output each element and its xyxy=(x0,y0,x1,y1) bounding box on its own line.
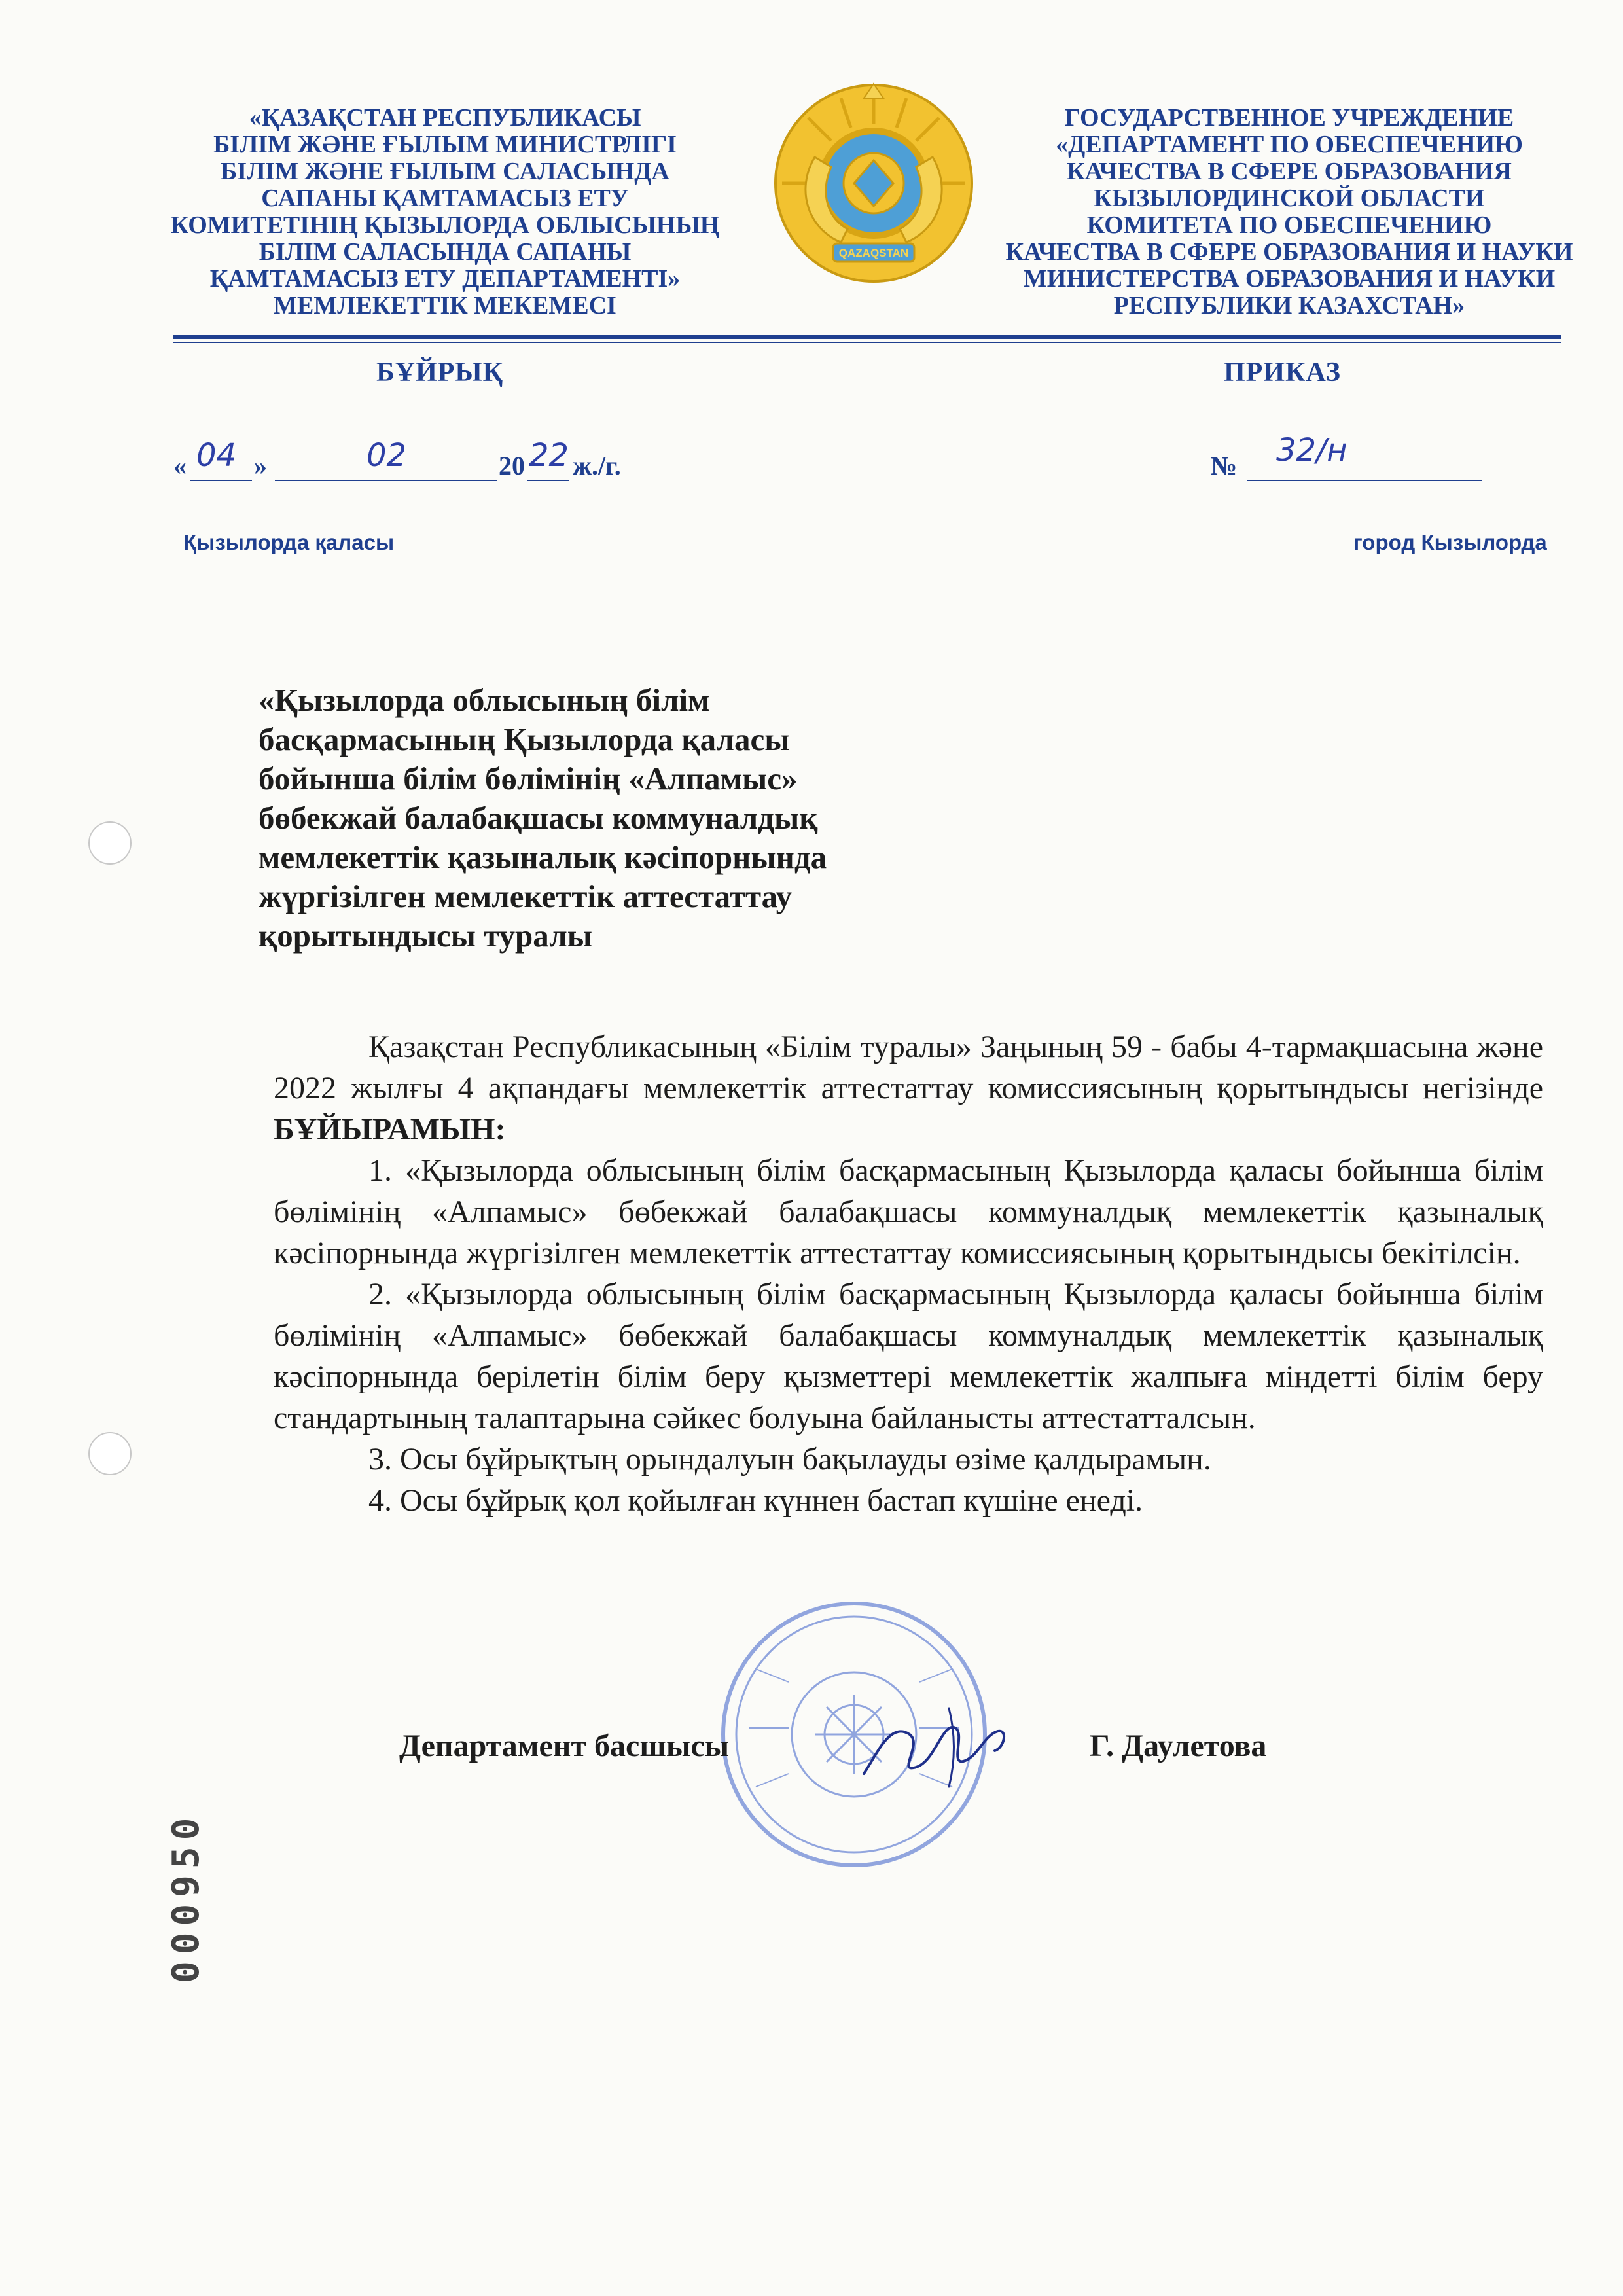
header-left-line: МЕМЛЕКЕТТІК МЕКЕМЕСІ xyxy=(274,292,616,319)
preamble-text: Қазақстан Республикасының «Білім туралы» Заңының 59 - бабы 4-тармақшасына және 2022 жылғы 4 ақпандағы мемлекеттік аттестаттау комиссиясының қорытындысы негізінде xyxy=(274,1030,1543,1105)
state-emblem-icon xyxy=(769,79,978,288)
header-left-org-name xyxy=(164,105,726,319)
header-left-line: БІЛІМ ЖӘНЕ ҒЫЛЫМ МИНИСТРЛІГІ xyxy=(213,131,677,158)
order-item-1: 1. «Қызылорда облысының білім басқармасының Қызылорда қаласы бойынша білім бөлімінің «Алпамыс» бөбекжай балабақшасы коммуналдық мемлекеттік қазыналық кәсіпорнында жүргізілген мемлекеттік аттестаттау комиссиясының қорытындысы бекітілсін. xyxy=(274,1153,1543,1270)
order-body xyxy=(274,1026,1543,1521)
subject-line: бөбекжай балабақшасы коммуналдық xyxy=(259,800,818,836)
number-underline xyxy=(1247,480,1482,481)
date-year-suffix: 22 xyxy=(529,437,569,474)
order-number: 32/н xyxy=(1276,432,1347,469)
date-month: 02 xyxy=(366,437,407,474)
order-subject xyxy=(259,681,998,956)
handwritten-signature-icon xyxy=(851,1695,1021,1793)
subject-line: мемлекеттік қазыналық кәсіпорнында xyxy=(259,839,827,875)
signatory-position: Департамент басшысы xyxy=(399,1729,730,1763)
subject-line: «Қызылорда облысының білім xyxy=(259,682,710,718)
serial-number: 000950 xyxy=(165,1811,207,1983)
header-right-line: ГОСУДАРСТВЕННОЕ УЧРЕЖДЕНИЕ xyxy=(1064,104,1514,132)
order-item-4: 4. Осы бұйрық қол қойылған күннен бастап күшіне енеді. xyxy=(368,1483,1143,1518)
subject-line: жүргізілген мемлекеттік аттестаттау xyxy=(259,878,793,914)
header-divider xyxy=(173,335,1561,339)
header-left-line: КОМИТЕТІНІҢ ҚЫЗЫЛОРДА ОБЛЫСЫНЫҢ xyxy=(170,211,720,239)
date-day-underline xyxy=(190,480,252,481)
header-right-line: КАЧЕСТВА В СФЕРЕ ОБРАЗОВАНИЯ И НАУКИ xyxy=(1005,238,1573,266)
signatory-name: Г. Даулетова xyxy=(1090,1729,1267,1763)
doc-title-ru: ПРИКАЗ xyxy=(1224,357,1341,387)
header-right-line: КАЧЕСТВА В СФЕРЕ ОБРАЗОВАНИЯ xyxy=(1067,158,1512,185)
doc-title-kz: БҰЙРЫҚ xyxy=(376,357,504,387)
header-right-line: МИНИСТЕРСТВА ОБРАЗОВАНИЯ И НАУКИ xyxy=(1023,265,1556,293)
header-divider-thin xyxy=(173,342,1561,343)
order-item-2: 2. «Қызылорда облысының білім басқармасының Қызылорда қаласы бойынша білім бөлімінің «Алпамыс» бөбекжай балабақшасы коммуналдық мемлекеттік қазыналық кәсіпорнында берілетін білім беру қызметтері мемлекеттік жалпыға міндетті білім беру стандартының талаптарына сәйкес болуына байланысты аттестатталсын. xyxy=(274,1277,1543,1435)
city-ru: город Кызылорда xyxy=(1353,530,1547,554)
date-year-underline xyxy=(527,480,569,481)
date-year-prefix: 20 xyxy=(499,451,525,480)
order-item-3: 3. Осы бұйрықтың орындалуын бақылауды өзіме қалдырамын. xyxy=(368,1442,1211,1477)
header-right-line: РЕСПУБЛИКИ КАЗАХСТАН» xyxy=(1113,292,1465,319)
date-open-quote: « xyxy=(173,451,187,480)
header-left-line: САПАНЫ ҚАМТАМАСЫЗ ЕТУ xyxy=(261,185,629,212)
header-right-line: КЫЗЫЛОРДИНСКОЙ ОБЛАСТИ xyxy=(1094,185,1485,212)
header-left-line: БІЛІМ САЛАСЫНДА САПАНЫ xyxy=(259,238,632,266)
order-word: БҰЙЫРАМЫН: xyxy=(274,1112,506,1147)
subject-line: басқармасының Қызылорда қаласы xyxy=(259,721,790,757)
subject-line: бойынша білім бөлімінің «Алпамыс» xyxy=(259,761,798,797)
subject-line: қорытындысы туралы xyxy=(259,918,592,954)
date-month-underline xyxy=(275,480,497,481)
preamble-paragraph xyxy=(274,1026,1543,1150)
header-right-line: КОМИТЕТА ПО ОБЕСПЕЧЕНИЮ xyxy=(1086,211,1492,239)
number-prefix: № xyxy=(1211,451,1238,480)
punch-hole xyxy=(88,821,132,865)
header-left-line: «ҚАЗАҚСТАН РЕСПУБЛИКАСЫ xyxy=(249,104,641,132)
punch-hole xyxy=(88,1432,132,1475)
date-close-quote: » xyxy=(254,451,267,480)
header-left-line: БІЛІМ ЖӘНЕ ҒЫЛЫМ САЛАСЫНДА xyxy=(221,158,669,185)
header-right-org-name xyxy=(1001,105,1577,319)
header-left-line: ҚАМТАМАСЫЗ ЕТУ ДЕПАРТАМЕНТІ» xyxy=(209,265,681,293)
city-kz: Қызылорда қаласы xyxy=(183,530,395,554)
emblem-text: QAZAQSTAN xyxy=(838,247,909,259)
date-day: 04 xyxy=(196,437,237,474)
header-right-line: «ДЕПАРТАМЕНТ ПО ОБЕСПЕЧЕНИЮ xyxy=(1056,131,1523,158)
date-suffix: ж./г. xyxy=(573,451,621,480)
